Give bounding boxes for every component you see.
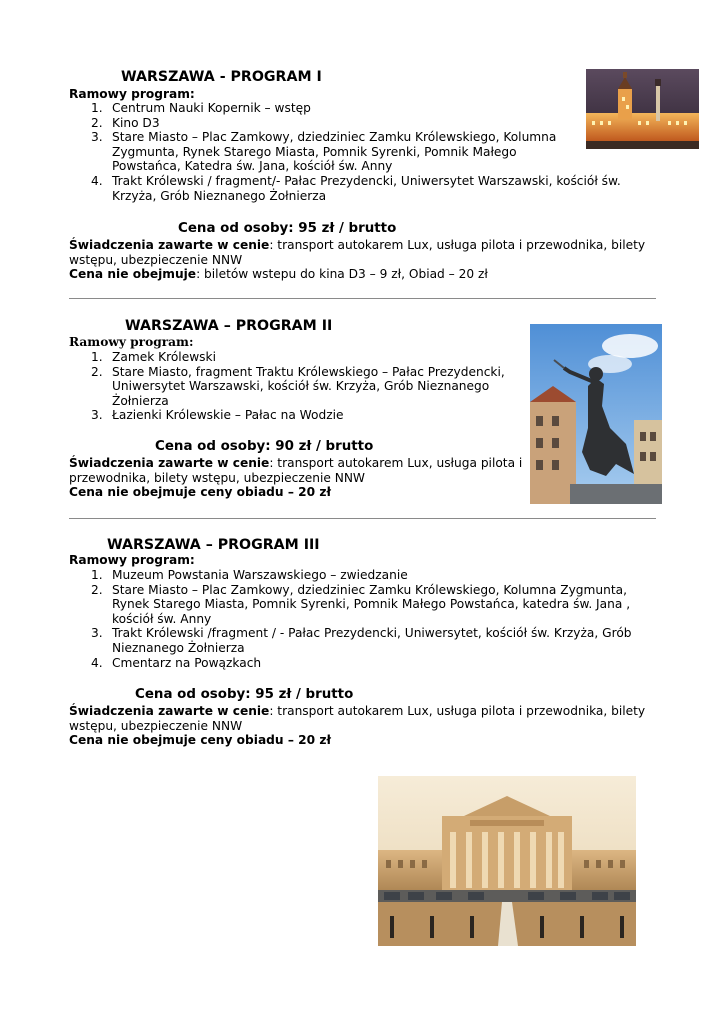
divider	[69, 298, 656, 299]
program3-list	[69, 568, 679, 670]
list-item: 3. Trakt Królewski /fragment / - Pałac Prezydencki, Uniwersytet, kościół św. Krzyża, Grób Nieznanego Żołnierza	[91, 626, 632, 655]
grand-theatre-photo	[378, 776, 636, 946]
divider	[69, 518, 656, 519]
program1-included: Świadczenia zawarte w cenie: transport autokarem Lux, usługa pilota i przewodnika, bilety wstępu, ubezpieczenie NNW Cena nie obejmuje: biletów wstepu do kina D3 – 9 zł, Obiad – 20 zł	[69, 238, 646, 282]
program2-price: Cena od osoby: 90 zł / brutto	[155, 439, 374, 454]
list-item: 1. Muzeum Powstania Warszawskiego – zwiedzanie	[91, 568, 408, 582]
list-item: 4. Cmentarz na Powązkach	[91, 655, 262, 670]
program3-included: Świadczenia zawarte w cenie: transport autokarem Lux, usługa pilota i przewodnika, bilety wstępu, ubezpieczenie NNW Cena nie obejmuje ceny obiadu – 20 zł	[69, 704, 646, 748]
program2-title: WARSZAWA – PROGRAM II	[125, 318, 333, 334]
program3-price: Cena od osoby: 95 zł / brutto	[135, 687, 354, 702]
list-item: 3. Stare Miasto – Plac Zamkowy, dziedziniec Zamku Królewskiego, Kolumna Zygmunta, Rynek Starego Miasta, Pomnik Syrenki, Pomnik Małego Powstańca, Katedra św. Jana, kościół św. Anny	[91, 130, 557, 174]
list-item: 1. Zamek Królewski	[91, 350, 216, 364]
list-item: 2. Stare Miasto – Plac Zamkowy, dziedziniec Zamku Królewskiego, Kolumna Zygmunta, Rynek Starego Miasta, Pomnik Syrenki, Pomnik Małego Powstańca, katedra św. Jana , kościół św. Anny	[91, 582, 631, 626]
royal-castle-photo	[586, 69, 699, 149]
program2-list	[69, 350, 539, 423]
program1-list	[69, 101, 669, 203]
program3-frame-label: Ramowy program:	[69, 553, 195, 567]
program1-price: Cena od osoby: 95 zł / brutto	[178, 221, 397, 236]
mermaid-statue-photo	[530, 324, 662, 504]
program2-frame-label: Ramowy program:	[69, 335, 194, 349]
program3-title: WARSZAWA – PROGRAM III	[107, 537, 320, 553]
program2-included: Świadczenia zawarte w cenie: transport autokarem Lux, usługa pilota i przewodnika, bilety wstępu, ubezpieczenie NNW Cena nie obejmuje ceny obiadu – 20 zł	[69, 456, 523, 500]
list-item: 2. Stare Miasto, fragment Traktu Królewskiego – Pałac Prezydencki, Uniwersytet Warszawski, kościół św. Krzyża, Grób Nieznanego Żołnierza	[91, 364, 505, 408]
list-item: 4. Trakt Królewski / fragment/- Pałac Prezydencki, Uniwersytet Warszawski, kościół św. Krzyża, Grób Nieznanego Żołnierza	[91, 173, 621, 203]
list-item: 2. Kino D3	[91, 115, 160, 130]
list-item: 1. Centrum Nauki Kopernik – wstęp	[91, 101, 311, 115]
program1-frame-label: Ramowy program:	[69, 87, 195, 101]
list-item: 3. Łazienki Królewskie – Pałac na Wodzie	[91, 408, 344, 423]
program1-title: WARSZAWA - PROGRAM I	[121, 69, 322, 85]
